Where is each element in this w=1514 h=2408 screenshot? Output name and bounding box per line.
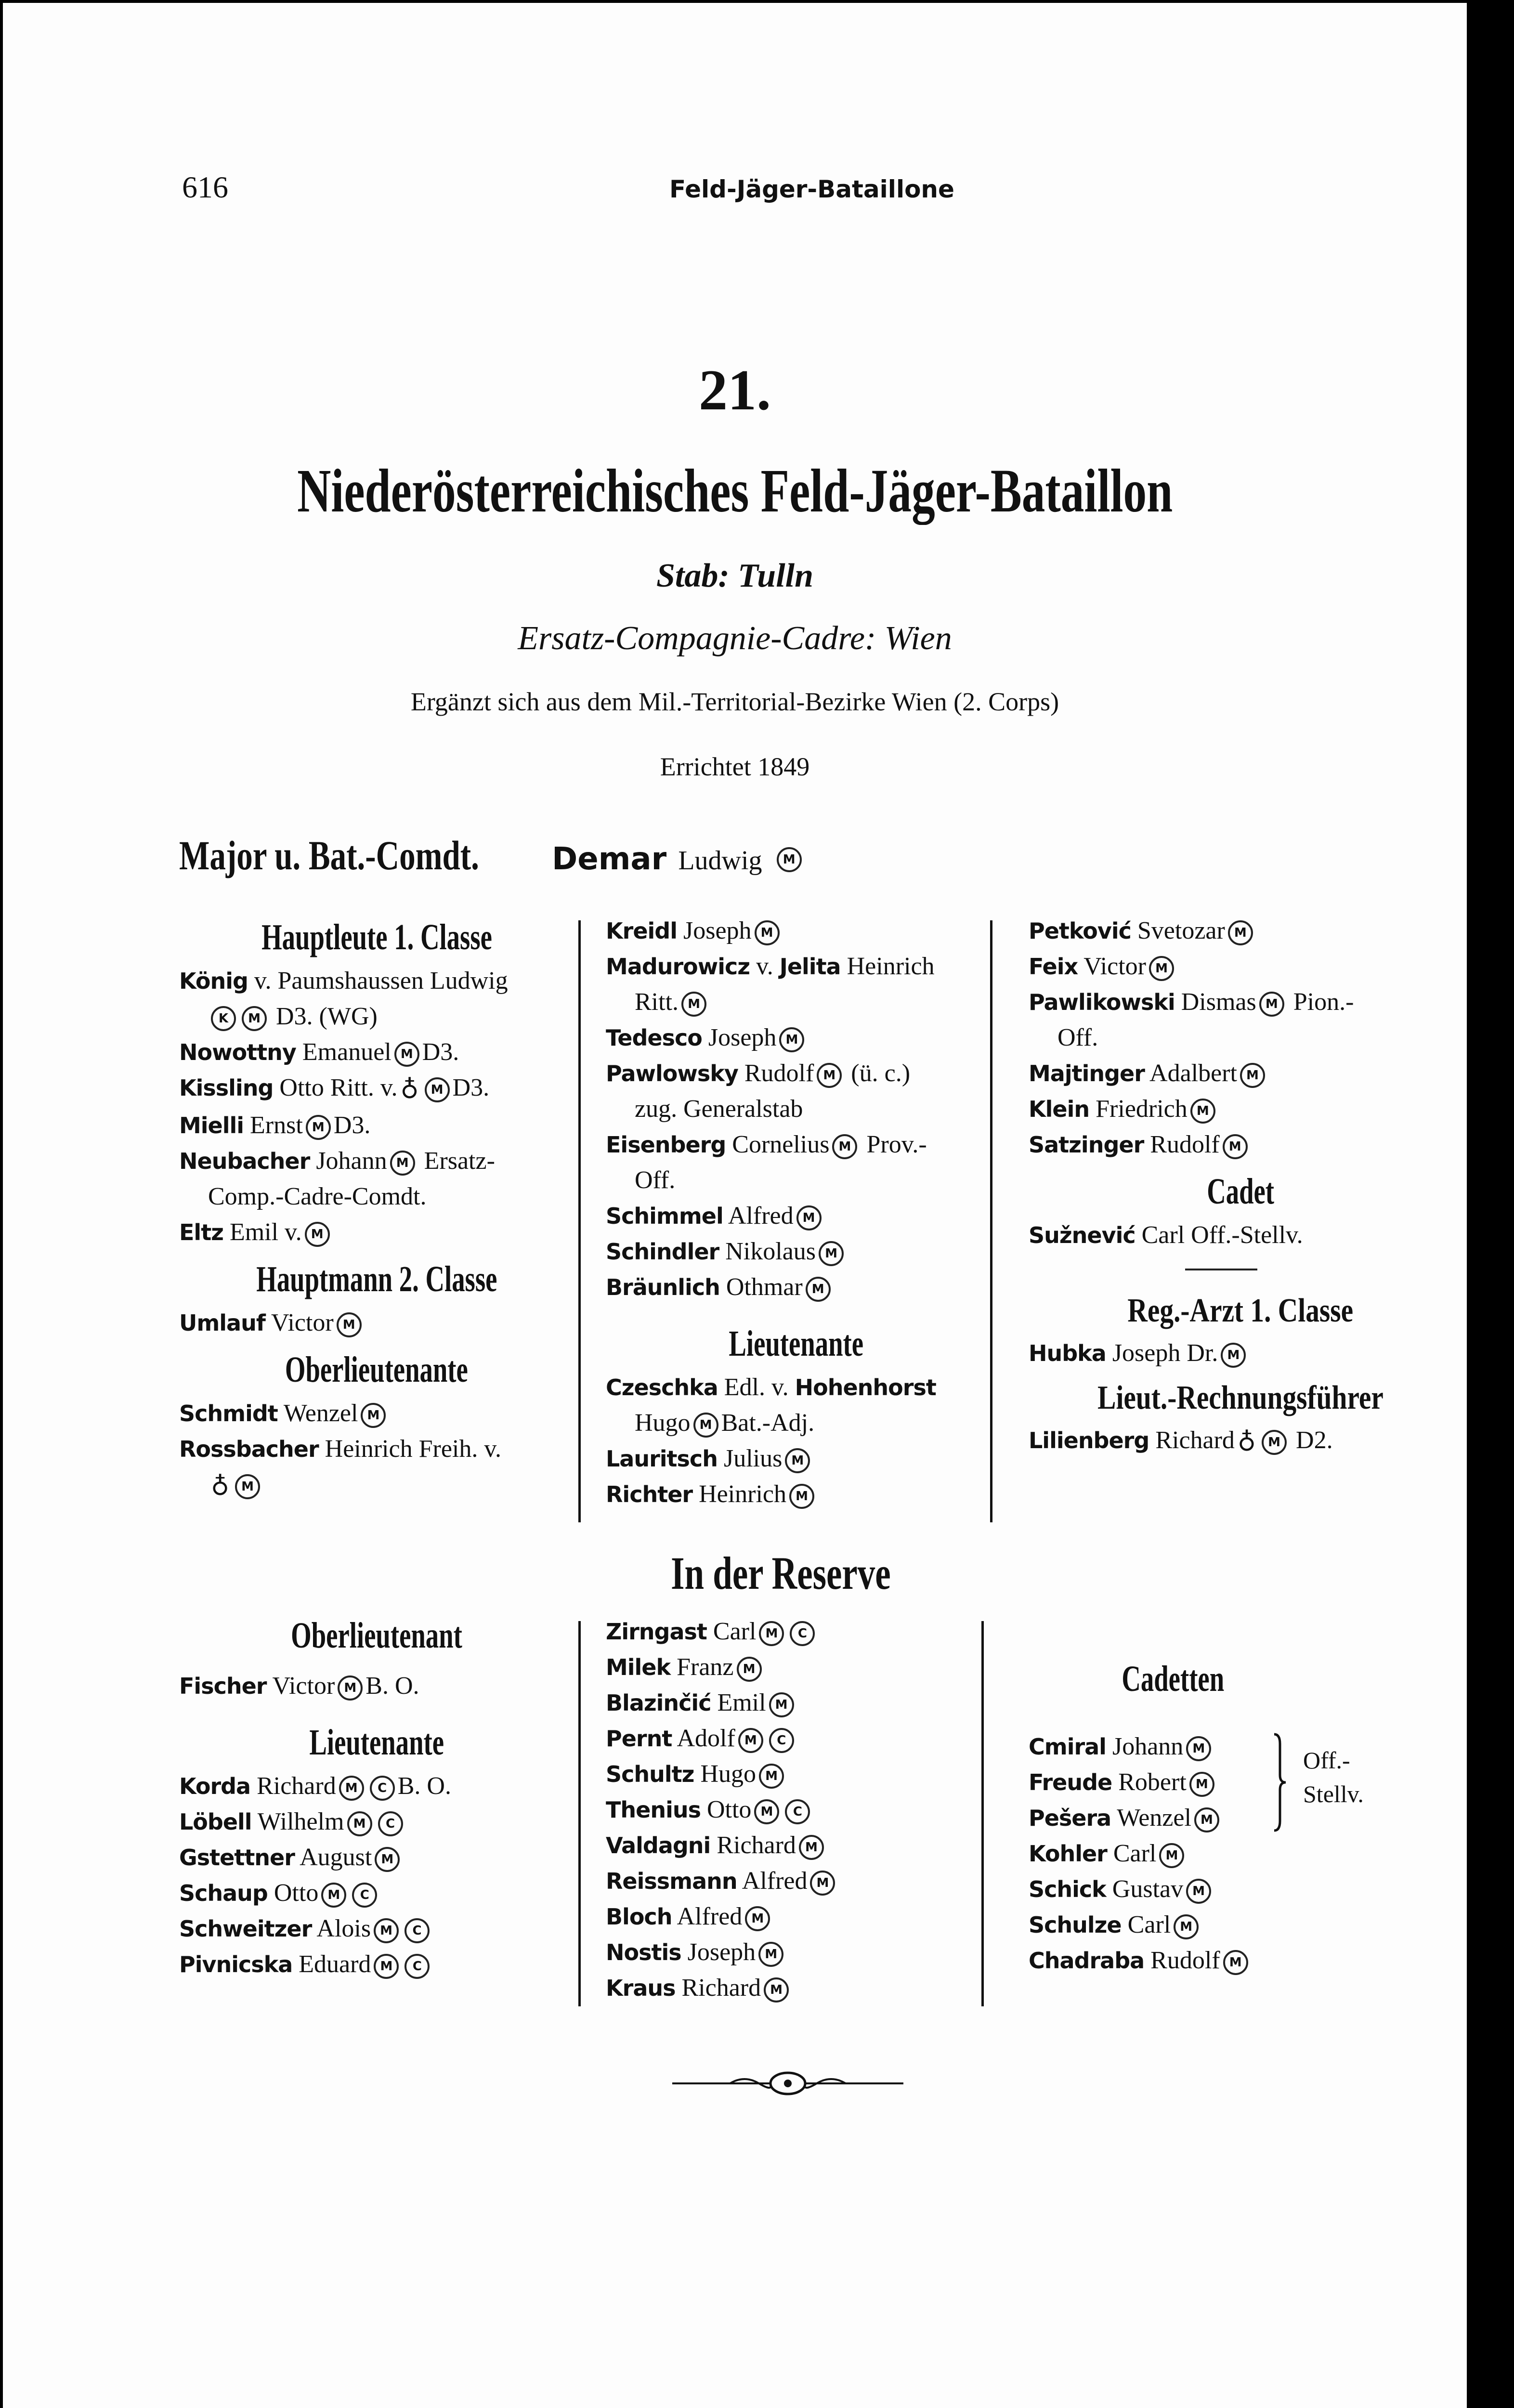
heading-hauptmann-2: Hauptmann 2. Classe xyxy=(256,1259,497,1300)
entry-surname: Lilienberg xyxy=(1029,1427,1149,1453)
entry-text: Carl xyxy=(713,1618,757,1645)
list-item xyxy=(1029,1091,1452,1127)
list-item-cont: Off. xyxy=(1057,1024,1098,1051)
page-number: 616 xyxy=(182,170,228,204)
list-item xyxy=(1029,1056,1452,1091)
reserve-right xyxy=(1029,1655,1452,1978)
bracket-note-line: Off.- xyxy=(1303,1747,1350,1774)
column-3 xyxy=(1029,913,1452,1460)
heading-rechnungsfuehrer: Lieut.-Rechnungsführer xyxy=(1097,1379,1383,1416)
order-m-icon: M xyxy=(374,1954,399,1979)
entry-surname: Hubka xyxy=(1029,1340,1106,1366)
heading-reg-arzt: Reg.-Arzt 1. Classe xyxy=(1127,1292,1354,1329)
order-m-icon: M xyxy=(1259,992,1284,1017)
entry-surname: Klein xyxy=(1029,1096,1090,1122)
entry-text: D2. xyxy=(1296,1426,1333,1454)
list-item xyxy=(1029,1800,1452,1836)
entry-text: Richard xyxy=(717,1832,796,1859)
major-given: Ludwig xyxy=(678,846,762,876)
list-item xyxy=(1029,949,1452,984)
list-item xyxy=(1029,913,1452,949)
entry-text: Edl. v. xyxy=(724,1374,789,1401)
reserve-middle xyxy=(606,1614,977,2006)
entry-text: Joseph Dr. xyxy=(1112,1339,1218,1367)
list-item xyxy=(179,1804,574,1840)
order-c-icon: C xyxy=(790,1621,815,1646)
entry-surname: Kohler xyxy=(1029,1841,1107,1867)
list-item xyxy=(606,1828,977,1863)
entry-text: Wenzel xyxy=(283,1400,358,1427)
list-item xyxy=(1029,1836,1452,1871)
entry-surname: Majtinger xyxy=(1029,1060,1145,1086)
list-item-cont xyxy=(179,1467,574,1505)
list-item xyxy=(179,1215,574,1250)
list-item xyxy=(606,1792,977,1828)
entry-surname: Korda xyxy=(179,1773,251,1799)
list-item xyxy=(606,1649,977,1685)
entry-surname: Richter xyxy=(606,1481,693,1507)
order-m-icon: M xyxy=(1190,1099,1215,1124)
entry-surname: Blazinčić xyxy=(606,1690,711,1716)
reserve-heading: In der Reserve xyxy=(670,1547,891,1599)
entry-surname: Reissmann xyxy=(606,1868,737,1894)
entry-text: Richard xyxy=(681,1974,761,2002)
order-m-icon: M xyxy=(1186,1879,1211,1904)
list-item xyxy=(606,913,986,949)
entry-surname: Tedesco xyxy=(606,1025,702,1051)
column-divider xyxy=(981,1621,984,2006)
bracket-note-line: Stellv. xyxy=(1303,1780,1364,1807)
column-divider xyxy=(578,920,581,1522)
entry-surname: Madurowicz xyxy=(606,954,750,980)
order-m-icon: M xyxy=(738,1728,763,1753)
list-item xyxy=(606,1020,986,1056)
order-m-icon: M xyxy=(390,1151,415,1176)
entry-text: Nikolaus xyxy=(725,1238,816,1265)
list-item xyxy=(179,1431,574,1467)
heading-hauptleute-1: Hauptleute 1. Classe xyxy=(261,917,492,957)
order-m-icon: M xyxy=(755,920,780,945)
entry-surname: Kissling xyxy=(179,1075,274,1101)
entry-text: Rudolf xyxy=(1150,1131,1220,1158)
entry-text: Ersatz- xyxy=(424,1147,495,1175)
entry-surname: Mielli xyxy=(179,1112,244,1139)
list-item xyxy=(606,1756,977,1792)
entry-surname: Schaup xyxy=(179,1880,268,1906)
entry-surname: Bloch xyxy=(606,1904,672,1930)
order-m-icon: M xyxy=(1262,1430,1287,1455)
entry-text: Ernst xyxy=(250,1112,303,1139)
entry-surname: Neubacher xyxy=(179,1148,310,1175)
list-item xyxy=(606,1721,977,1756)
entry-surname: Thenius xyxy=(606,1797,701,1823)
list-item xyxy=(606,1863,977,1899)
order-m-icon: M xyxy=(375,1847,400,1872)
entry-surname: Pawlowsky xyxy=(606,1060,738,1086)
erganzt-line: Ergänzt sich aus dem Mil.-Territorial-Bezirke Wien (2. Corps) xyxy=(410,687,1059,716)
list-item xyxy=(606,1441,986,1477)
list-item xyxy=(179,1034,574,1070)
entry-text: Rudolf xyxy=(1150,1947,1220,1974)
order-m-icon: M xyxy=(777,847,802,872)
entry-text: Joseph xyxy=(708,1024,777,1051)
order-m-icon: M xyxy=(1174,1914,1199,1939)
entry-surname: Hohenhorst xyxy=(795,1374,936,1400)
entry-surname: Schindler xyxy=(606,1239,719,1265)
battalion-name-wrap xyxy=(3,456,1467,526)
list-item xyxy=(606,1614,977,1649)
entry-text: Emanuel xyxy=(302,1038,392,1066)
battalion-number: 21. xyxy=(699,358,771,422)
list-item xyxy=(179,1396,574,1431)
entry-text: Franz xyxy=(677,1653,734,1681)
order-m-icon: M xyxy=(759,1764,784,1789)
entry-text: Carl xyxy=(1113,1840,1157,1867)
list-item xyxy=(606,1370,986,1405)
list-item xyxy=(606,1234,986,1269)
list-item-cont: Off. xyxy=(635,1166,676,1194)
entry-text: D3. xyxy=(452,1074,490,1101)
order-m-icon: M xyxy=(1186,1736,1211,1761)
list-item xyxy=(606,1899,977,1935)
bracket-note xyxy=(1303,1743,1364,1811)
knot-decoration-icon: ♁ xyxy=(211,1472,230,1502)
order-m-icon: M xyxy=(1228,920,1253,945)
order-m-icon: M xyxy=(799,1835,824,1860)
list-item xyxy=(606,1477,986,1512)
entry-surname: Czeschka xyxy=(606,1374,718,1400)
list-item xyxy=(179,1840,574,1875)
entry-surname: Pawlikowski xyxy=(1029,989,1175,1015)
ornament-divider-icon xyxy=(672,2069,903,2098)
order-m-icon: M xyxy=(785,1448,810,1473)
entry-text: Gustav xyxy=(1112,1875,1184,1903)
list-item xyxy=(606,1685,977,1721)
entry-text: Adalbert xyxy=(1149,1060,1237,1087)
order-c-icon: C xyxy=(405,1918,430,1943)
entry-surname: Cmiral xyxy=(1029,1734,1106,1760)
entry-text: Othmar xyxy=(726,1273,803,1301)
order-m-icon: M xyxy=(338,1675,363,1701)
entry-surname: Zirngast xyxy=(606,1619,707,1645)
order-m-icon: M xyxy=(1240,1063,1265,1088)
entry-surname: Jelita xyxy=(779,954,841,980)
entry-text: Johann xyxy=(1112,1733,1184,1760)
entry-surname: Eltz xyxy=(179,1219,223,1246)
entry-surname: Pernt xyxy=(606,1726,672,1752)
heading-cadetten: Cadetten xyxy=(1122,1659,1225,1699)
entry-text: Heinrich Freih. v. xyxy=(325,1435,501,1463)
knot-decoration-icon: ♁ xyxy=(1237,1428,1256,1457)
list-item-cont xyxy=(606,1405,986,1441)
order-m-icon: M xyxy=(1194,1807,1219,1832)
list-item-cont: Comp.-Cadre-Comdt. xyxy=(208,1183,427,1211)
list-item xyxy=(179,963,574,999)
entry-text: Alois xyxy=(316,1915,371,1942)
entry-surname: Nowottny xyxy=(179,1039,296,1065)
entry-surname: Kraus xyxy=(606,1975,676,2001)
brace-icon xyxy=(1269,1732,1289,1833)
entry-text: Svetozar xyxy=(1137,917,1225,944)
list-item xyxy=(1029,1127,1452,1163)
order-m-icon: M xyxy=(321,1883,346,1908)
list-item xyxy=(179,1768,574,1804)
entry-surname: Pešera xyxy=(1029,1805,1111,1831)
list-item xyxy=(606,949,986,984)
order-m-icon: M xyxy=(810,1871,835,1896)
order-c-icon: C xyxy=(405,1954,430,1979)
order-c-icon: C xyxy=(769,1728,794,1753)
list-item xyxy=(1029,1765,1452,1800)
list-item xyxy=(606,1198,986,1234)
entry-text: v. xyxy=(756,953,773,980)
order-k-icon: K xyxy=(211,1006,236,1031)
entry-surname: Gstettner xyxy=(179,1845,295,1871)
list-item xyxy=(1029,1729,1452,1765)
entry-text: Joseph xyxy=(683,917,752,944)
entry-text: Alfred xyxy=(677,1903,743,1930)
cadetten-bracket-group xyxy=(1029,1729,1452,1836)
entry-text: Eduard xyxy=(299,1950,371,1978)
entry-text: Pion.- xyxy=(1293,988,1354,1016)
order-m-icon: M xyxy=(1223,1134,1248,1159)
column-divider xyxy=(990,920,992,1522)
heading-lieutenante: Lieutenante xyxy=(729,1323,863,1364)
entry-surname: Schulze xyxy=(1029,1912,1122,1938)
list-item xyxy=(606,1935,977,1970)
order-m-icon: M xyxy=(339,1776,364,1801)
running-title: Feld-Jäger-Bataillone xyxy=(669,175,954,203)
entry-text: Hugo xyxy=(700,1760,756,1788)
order-m-icon: M xyxy=(779,1027,804,1052)
major-surname: Demar xyxy=(552,841,667,877)
list-item xyxy=(606,1970,977,2006)
order-m-icon: M xyxy=(832,1134,857,1159)
order-m-icon: M xyxy=(789,1484,814,1509)
order-m-icon: M xyxy=(819,1241,844,1266)
entry-text: Wenzel xyxy=(1117,1804,1191,1832)
entry-text: D3. (WG) xyxy=(276,1003,378,1030)
order-c-icon: C xyxy=(370,1776,395,1801)
entry-surname: Schmidt xyxy=(179,1400,278,1427)
entry-text: August xyxy=(300,1844,372,1871)
order-m-icon: M xyxy=(737,1657,762,1682)
entry-text: (ü. c.) xyxy=(851,1060,911,1087)
entry-text: B. O. xyxy=(365,1672,419,1700)
list-item xyxy=(606,1127,986,1163)
list-item-cont xyxy=(606,984,986,1020)
entry-surname: Rossbacher xyxy=(179,1436,319,1463)
order-m-icon: M xyxy=(394,1042,419,1067)
order-m-icon: M xyxy=(1221,1343,1246,1368)
list-item-cont: zug. Generalstab xyxy=(635,1095,803,1123)
order-m-icon: M xyxy=(235,1474,260,1499)
list-item xyxy=(1029,1423,1452,1460)
entry-surname: Pivnicska xyxy=(179,1951,293,1977)
entry-text: Victor xyxy=(271,1309,334,1337)
entry-text: Rudolf xyxy=(744,1060,814,1087)
order-m-icon: M xyxy=(817,1063,842,1088)
entry-text: Prov.- xyxy=(866,1131,927,1158)
entry-text: Wilhelm xyxy=(257,1808,344,1835)
order-m-icon: M xyxy=(306,1115,331,1140)
order-m-icon: M xyxy=(1149,956,1174,981)
entry-surname: Schweitzer xyxy=(179,1916,312,1942)
reserve-left xyxy=(179,1607,574,1982)
order-m-icon: M xyxy=(361,1403,386,1428)
column-divider xyxy=(578,1621,581,2006)
list-item xyxy=(179,1070,574,1108)
entry-text: Ritt. xyxy=(635,988,679,1016)
knot-decoration-icon: ♁ xyxy=(400,1075,419,1105)
entry-text: Otto Ritt. v. xyxy=(279,1074,398,1101)
entry-surname: Umlauf xyxy=(179,1310,265,1336)
heading-oberlieutenante: Oberlieutenante xyxy=(285,1349,468,1390)
order-m-icon: M xyxy=(796,1205,822,1230)
entry-text: Carl Off.-Stellv. xyxy=(1141,1221,1303,1249)
list-item xyxy=(1029,1907,1452,1943)
order-m-icon: M xyxy=(347,1811,372,1836)
entry-text: Otto xyxy=(274,1879,319,1907)
page xyxy=(3,3,1467,2408)
entry-text: Joseph xyxy=(687,1938,756,1966)
entry-surname: Feix xyxy=(1029,954,1078,980)
entry-surname: Löbell xyxy=(179,1809,252,1835)
stab-line: Stab: Tulln xyxy=(656,557,814,594)
entry-text: Victor xyxy=(272,1672,335,1700)
list-item xyxy=(179,1875,574,1911)
order-m-icon: M xyxy=(769,1692,794,1717)
list-item-cont xyxy=(179,999,574,1034)
order-m-icon: M xyxy=(1159,1843,1184,1868)
order-m-icon: M xyxy=(374,1918,399,1943)
entry-text: Julius xyxy=(723,1445,783,1472)
entry-text: Heinrich xyxy=(847,953,935,980)
entry-surname: Eisenberg xyxy=(606,1132,726,1158)
entry-text: v. Paumshaussen Ludwig xyxy=(254,967,508,995)
order-m-icon: M xyxy=(1223,1950,1248,1975)
order-m-icon: M xyxy=(754,1799,779,1824)
list-item xyxy=(179,1668,574,1704)
entry-text: Cornelius xyxy=(732,1131,830,1158)
order-m-icon: M xyxy=(764,1977,789,2002)
entry-text: Friedrich xyxy=(1096,1095,1188,1123)
major-line xyxy=(179,831,805,879)
heading-oberlieutenant: Oberlieutenant xyxy=(291,1615,462,1656)
major-rank: Major u. Bat.-Comdt. xyxy=(179,832,479,878)
entry-text: Victor xyxy=(1083,953,1146,980)
list-item xyxy=(179,1305,574,1341)
entry-text: B. O. xyxy=(397,1772,451,1800)
entry-surname: Satzinger xyxy=(1029,1132,1144,1158)
order-m-icon: M xyxy=(693,1413,718,1438)
entry-text: Adolf xyxy=(677,1725,735,1752)
entry-text: D3. xyxy=(333,1112,371,1139)
order-m-icon: M xyxy=(758,1942,783,1967)
entry-surname: Milek xyxy=(606,1654,671,1680)
list-item xyxy=(1029,1943,1452,1978)
ersatz-line: Ersatz-Compagnie-Cadre: Wien xyxy=(518,620,952,657)
list-item xyxy=(606,1056,986,1091)
entry-text: Carl xyxy=(1127,1911,1171,1938)
order-m-icon: M xyxy=(806,1277,831,1302)
entry-text: Hugo xyxy=(635,1409,691,1437)
order-m-icon: M xyxy=(305,1222,330,1247)
entry-surname: Bräunlich xyxy=(606,1274,720,1300)
order-m-icon: M xyxy=(425,1077,450,1102)
entry-text: Dismas xyxy=(1181,988,1256,1016)
order-m-icon: M xyxy=(337,1312,362,1337)
list-item xyxy=(179,1947,574,1982)
entry-surname: Petković xyxy=(1029,918,1131,944)
order-m-icon: M xyxy=(242,1006,267,1031)
entry-text: Emil v. xyxy=(229,1218,302,1246)
entry-text: D3. xyxy=(422,1038,459,1066)
list-item xyxy=(179,1108,574,1143)
entry-surname: Valdagni xyxy=(606,1832,711,1858)
battalion-name: Niederösterreichisches Feld-Jäger-Bataillon xyxy=(297,457,1173,525)
reserve-heading-wrap xyxy=(509,1546,1053,1600)
list-item xyxy=(606,1269,986,1305)
list-item xyxy=(1029,1217,1452,1253)
entry-surname: Schick xyxy=(1029,1876,1106,1902)
entry-surname: König xyxy=(179,968,248,994)
entry-text: Johann xyxy=(316,1147,387,1175)
entry-text: Bat.-Adj. xyxy=(721,1409,815,1437)
entry-surname: Chadraba xyxy=(1029,1948,1145,1974)
entry-text: Otto xyxy=(706,1796,752,1823)
entry-text: Emil xyxy=(717,1689,766,1716)
column-2 xyxy=(606,913,986,1512)
entry-surname: Schultz xyxy=(606,1761,694,1787)
list-item xyxy=(1029,984,1452,1020)
entry-surname: Freude xyxy=(1029,1769,1112,1795)
column-1 xyxy=(179,913,574,1505)
heading-cadet: Cadet xyxy=(1207,1171,1274,1212)
entry-surname: Nostis xyxy=(606,1939,681,1965)
order-m-icon: M xyxy=(681,992,706,1017)
errichtet-line: Errichtet 1849 xyxy=(660,752,810,781)
entry-text: Alfred xyxy=(742,1867,808,1895)
list-item xyxy=(179,1911,574,1947)
order-c-icon: C xyxy=(785,1799,810,1824)
order-m-icon: M xyxy=(759,1621,784,1646)
order-m-icon: M xyxy=(1189,1772,1214,1797)
section-divider xyxy=(1185,1269,1257,1270)
list-item xyxy=(1029,1335,1452,1371)
entry-text: Richard xyxy=(1155,1426,1235,1454)
heading-lieutenante: Lieutenante xyxy=(309,1722,444,1763)
entry-surname: Lauritsch xyxy=(606,1446,718,1472)
entry-text: Richard xyxy=(257,1772,336,1800)
order-c-icon: C xyxy=(352,1883,377,1908)
entry-surname: Kreidl xyxy=(606,918,677,944)
entry-surname: Sužnević xyxy=(1029,1222,1136,1248)
order-c-icon: C xyxy=(378,1811,403,1836)
entry-surname: Schimmel xyxy=(606,1203,723,1229)
entry-text: Robert xyxy=(1118,1768,1187,1796)
entry-surname: Fischer xyxy=(179,1673,267,1699)
list-item xyxy=(1029,1871,1452,1907)
list-item xyxy=(179,1143,574,1179)
entry-text: Heinrich xyxy=(699,1480,787,1508)
section-divider-wrap xyxy=(1029,1253,1452,1287)
order-m-icon: M xyxy=(745,1906,770,1931)
entry-text: Alfred xyxy=(728,1202,794,1230)
